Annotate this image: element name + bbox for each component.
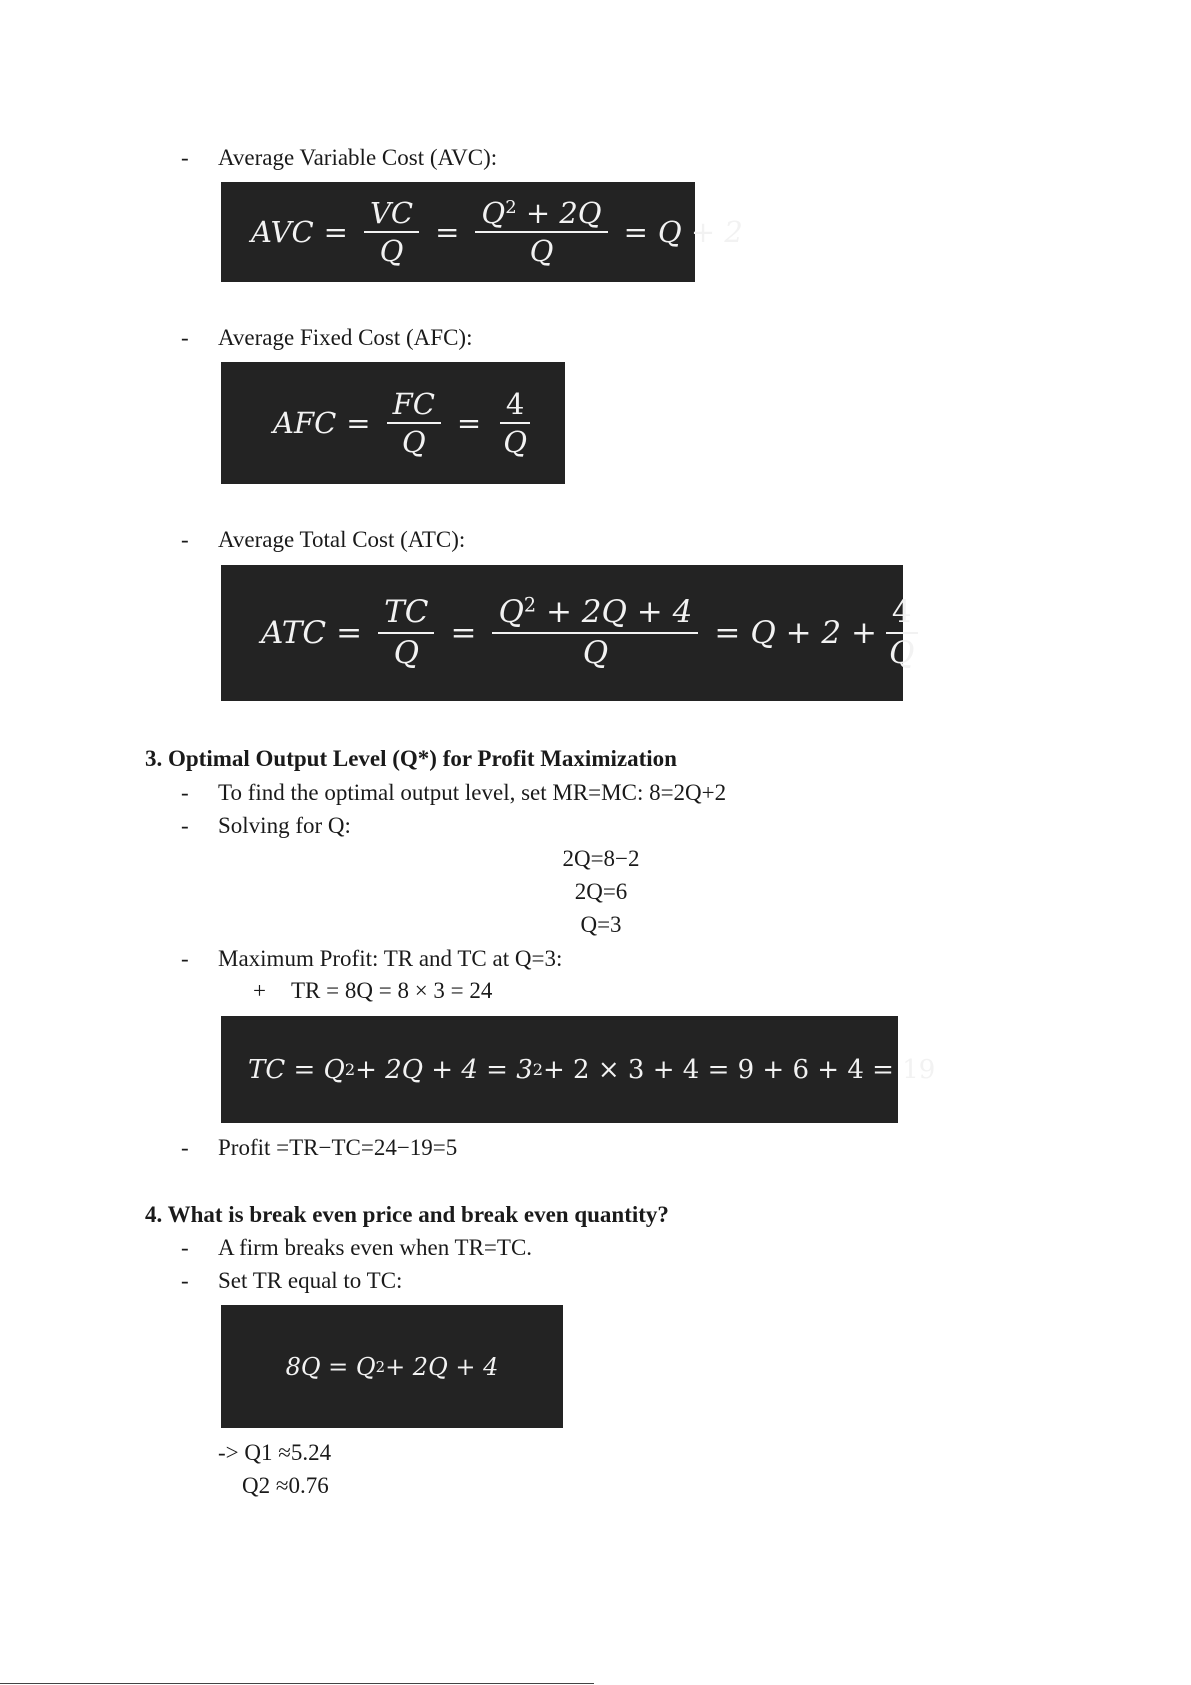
afc-formula: AFC = $\frac{FC}{Q}$ = $\frac{4}{Q}$ [273, 389, 539, 458]
break-even-formula-box [221, 1305, 563, 1428]
section4-bullet-set-tr-tc: Set TR equal to TC: [218, 1268, 403, 1293]
bullet-dash: - [181, 145, 189, 170]
section3-bullet-solving: Solving for Q: [218, 813, 351, 838]
atc-label: Average Total Cost (ATC): [218, 527, 466, 552]
afc-formula-box [221, 362, 565, 484]
tr-calculation: TR = 8Q = 8 × 3 = 24 [291, 978, 493, 1003]
avc-lhs: AVC [251, 215, 314, 249]
bullet-dash: - [181, 325, 189, 350]
profit-calculation: Profit =TR−TC=24−19=5 [218, 1135, 458, 1160]
bullet-dash: - [181, 1135, 189, 1160]
atc-lhs: ATC [261, 615, 327, 651]
tc-formula-box [221, 1016, 936, 1123]
bullet-dash: - [181, 946, 189, 971]
bullet-dash: - [181, 527, 189, 552]
section3-bullet-max-profit: Maximum Profit: TR and TC at Q=3: [218, 946, 563, 971]
break-even-formula: 8Q = Q 2 + 2Q + 4 [285, 1352, 499, 1381]
avc-formula-box [221, 182, 743, 282]
avc-formula: AVC = $\frac{VC}{Q}$ = $\frac{Q^2 + 2Q}{Q}$ = Q + 2 [251, 195, 743, 268]
atc-formula: ATC = $\frac{TC}{Q}$ = $\frac{Q^2 + 2Q + 4}{Q}$ = Q + 2 + $\frac{4}{Q}$ [261, 596, 926, 669]
avc-rhs: Q + 2 [657, 215, 743, 249]
atc-rhs: Q + 2 + [750, 615, 877, 651]
atc-frac-tc: $\frac{TC}{Q}$ [378, 596, 434, 669]
section4-bullet-break-even: A firm breaks even when TR=TC. [218, 1235, 533, 1260]
solve-step-3: Q=3 [580, 912, 622, 937]
atc-formula-box [221, 565, 915, 701]
avc-frac-expanded: $\frac{Q^2 + 2Q}{Q}$ [475, 198, 607, 267]
atc-frac-expanded: $\frac{Q^2 + 2Q + 4}{Q}$ [492, 596, 698, 669]
sub-bullet-marker: + [253, 978, 266, 1003]
avc-label: Average Variable Cost (AVC): [218, 145, 498, 170]
bullet-dash: - [181, 813, 189, 838]
page-bottom-rule [0, 1683, 594, 1684]
solve-step-1: 2Q=8−2 [562, 846, 640, 871]
bullet-dash: - [181, 780, 189, 805]
bullet-dash: - [181, 1268, 189, 1293]
solve-step-2: 2Q=6 [574, 879, 628, 904]
section3-heading: 3. Optimal Output Level (Q*) for Profit Maximization [145, 746, 677, 771]
afc-label: Average Fixed Cost (AFC): [218, 325, 473, 350]
afc-frac-fc: $\frac{FC}{Q}$ [387, 389, 441, 458]
section4-heading: 4. What is break even price and break even quantity? [145, 1202, 669, 1227]
tc-formula: TC = Q 2 + 2Q + 4 = 3 2 + 2 × 3 + 4 = 9 + 6 + 4 = 19 [248, 1054, 936, 1085]
afc-frac-4: $\frac{4}{Q}$ [497, 389, 533, 458]
bullet-dash: - [181, 1235, 189, 1260]
afc-lhs: AFC [273, 406, 337, 440]
break-even-q2: Q2 ≈0.76 [242, 1473, 329, 1498]
section3-bullet-mr-mc: To find the optimal output level, set MR=MC: 8=2Q+2 [218, 780, 727, 805]
avc-frac-vc: $\frac{VC}{Q}$ [364, 198, 419, 267]
break-even-q1: -> Q1 ≈5.24 [218, 1440, 332, 1465]
atc-frac-4: $\frac{4}{Q}$ [883, 596, 920, 669]
